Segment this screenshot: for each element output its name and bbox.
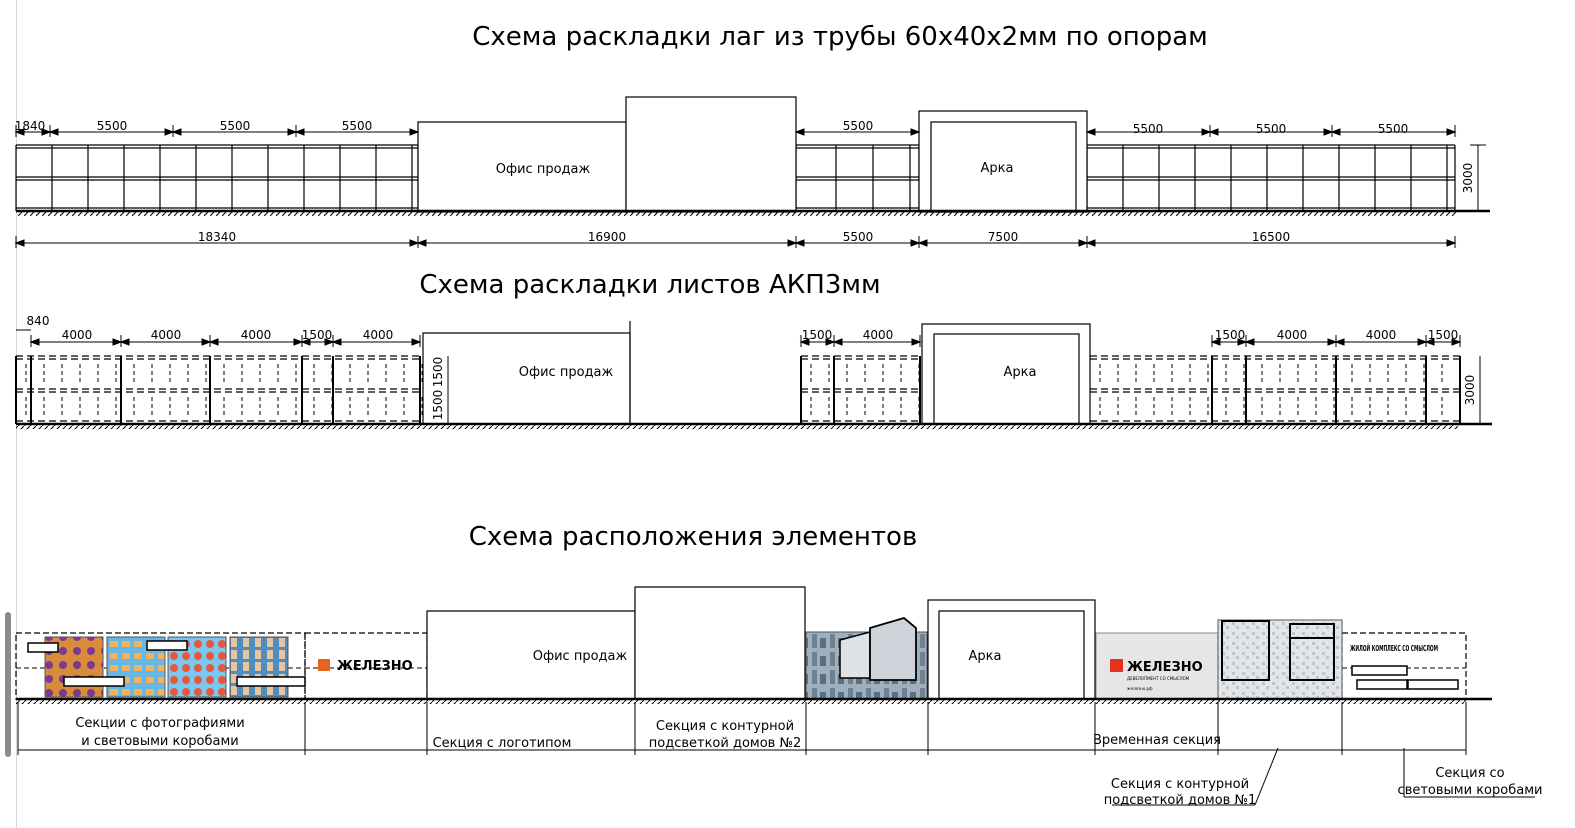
akp-ground-hatch <box>16 425 1458 429</box>
akp-dim-top-1: 4000 <box>61 328 93 342</box>
logo-section-brand: ЖЕЛЕЗНО <box>337 659 413 674</box>
akp-dim-office-upper: 1500 <box>431 356 445 388</box>
lag-dim-bottom-2: 5500 <box>842 230 874 244</box>
akp-dim-top-line-arrow <box>834 339 842 345</box>
lag-dim-bottom-line-arrow <box>1087 240 1095 246</box>
akp-dim-top-5: 4000 <box>362 328 394 342</box>
lag-dim-top-line-arrow <box>410 129 418 135</box>
title-lag: Схема раскладки лаг из трубы 60х40х2мм по опорам <box>472 22 1208 52</box>
lag-dim-top-line-arrow <box>1087 129 1095 135</box>
akp-dim-top-line-arrow <box>121 339 129 345</box>
title-akp: Схема раскладки листов АКП3мм <box>419 270 881 300</box>
lightbox-3 <box>147 641 187 650</box>
akp-dimension-lines <box>16 330 1480 424</box>
label-lightbox-line2: световыми коробами <box>1397 783 1543 798</box>
akp-arch-label: Арка <box>1003 365 1037 380</box>
lag-ground-hatch <box>16 212 1456 216</box>
elements-office-label: Офис продаж <box>532 649 628 664</box>
akp-dim-top-8: 1500 <box>1214 328 1246 342</box>
lag-dim-top-line-arrow <box>50 129 58 135</box>
house-contour-left <box>840 632 870 678</box>
label-contour1-line2: подсветкой домов №1 <box>1103 793 1257 808</box>
akp-dim-top-2: 4000 <box>150 328 182 342</box>
label-temporary-section: Временная секция <box>1092 733 1222 748</box>
akp-dim-top-4: 1500 <box>301 328 333 342</box>
akp-office-label: Офис продаж <box>518 365 614 380</box>
akp-dim-top-line-arrow <box>912 339 920 345</box>
lag-dim-bottom-3: 7500 <box>987 230 1019 244</box>
elements-office-tower <box>635 587 805 699</box>
lag-dim-top-3: 5500 <box>341 119 373 133</box>
lag-dim-bottom-line-arrow <box>16 240 24 246</box>
lag-dim-top-line-arrow <box>296 129 304 135</box>
lag-dim-top-line-arrow <box>1447 129 1455 135</box>
lag-dim-top-0: 1840 <box>14 119 46 133</box>
brand-logo-mark-icon <box>318 659 330 671</box>
akp-fence-mid <box>801 356 922 424</box>
lag-office-tower <box>626 97 796 212</box>
label-contour2-line2: подсветкой домов №2 <box>648 736 802 751</box>
lightbox-1 <box>28 643 58 652</box>
akp-dim-top-6: 1500 <box>801 328 833 342</box>
lag-dim-bottom-4: 16500 <box>1251 230 1291 244</box>
lag-dim-bottom-1: 16900 <box>587 230 627 244</box>
label-contour2-line1: Секция с контурной <box>655 719 795 734</box>
akp-fence-right <box>1090 356 1462 424</box>
akp-dim-top-line-arrow <box>1336 339 1344 345</box>
akp-dim-top-7: 4000 <box>862 328 894 342</box>
akp-dim-top-line-arrow <box>333 339 341 345</box>
lag-office-label: Офис продаж <box>495 162 591 177</box>
lag-dim-top-line-arrow <box>173 129 181 135</box>
title-elements: Схема расположения элементов <box>468 522 918 552</box>
lightbox-6 <box>1357 680 1407 689</box>
elements-ground-hatch <box>16 700 1466 704</box>
lag-dim-height: 3000 <box>1461 162 1475 194</box>
akp-dim-top-line-arrow <box>210 339 218 345</box>
temporary-brand-name: ЖЕЛЕЗНО <box>1127 660 1203 675</box>
leader-contour-1 <box>1255 748 1278 805</box>
label-lightbox-line1: Секция со <box>1435 766 1505 781</box>
lag-fence-left <box>16 145 418 211</box>
lag-dim-top-line-arrow <box>1332 129 1340 135</box>
lightbox-2 <box>64 677 124 686</box>
lightbox-sign-text: ЖИЛОЙ КОМПЛЕКС СО СМЫСЛОМ <box>1350 644 1510 653</box>
akp-dim-top-0: 840 <box>26 314 50 328</box>
lag-dim-top-line-arrow <box>911 129 919 135</box>
lag-dim-bottom-line-arrow <box>418 240 426 246</box>
akp-dim-top-line-arrow <box>1246 339 1254 345</box>
lag-dim-top-line-arrow <box>796 129 804 135</box>
lag-dim-top-1: 5500 <box>96 119 128 133</box>
lag-arch-label: Арка <box>980 161 1014 176</box>
akp-dim-top-line-arrow <box>412 339 420 345</box>
lag-dim-bottom-line-arrow <box>919 240 927 246</box>
lag-dim-bottom-line-arrow <box>796 240 804 246</box>
lag-fence-mid <box>796 145 919 211</box>
lightbox-4 <box>237 677 305 686</box>
label-photos-line2: и световыми коробами <box>81 734 239 749</box>
lag-dim-top-4: 5500 <box>842 119 874 133</box>
elements-arch-inner <box>939 611 1084 699</box>
lag-dim-bottom-0: 18340 <box>197 230 237 244</box>
lightbox-7 <box>1408 680 1458 689</box>
temporary-brand-site: железно.рф <box>1127 686 1153 691</box>
akp-dim-top-10: 4000 <box>1365 328 1397 342</box>
akp-dim-height: 3000 <box>1463 374 1477 406</box>
label-photos-line1: Секции с фотографиями <box>75 716 245 731</box>
lag-fence-right <box>1087 145 1455 211</box>
lag-dim-top-7: 5500 <box>1377 122 1409 136</box>
photo-panel-4 <box>230 637 288 697</box>
akp-dim-office-lower: 1500 <box>431 389 445 421</box>
akp-dim-top-line-arrow <box>31 339 39 345</box>
akp-fence-left <box>16 356 423 424</box>
lag-dim-top-line-arrow <box>1210 129 1218 135</box>
akp-dim-top-3: 4000 <box>240 328 272 342</box>
akp-dim-top-11: 1500 <box>1427 328 1459 342</box>
akp-dim-top-9: 4000 <box>1276 328 1308 342</box>
contour-section-1-photo <box>1218 620 1342 699</box>
lag-dim-bottom-line-arrow <box>1447 240 1455 246</box>
lag-dim-top-5: 5500 <box>1132 122 1164 136</box>
label-logo-section: Секция с логотипом <box>432 736 572 751</box>
temporary-brand-sub: ДЕВЕЛОПМЕНТ СО СМЫСЛОМ <box>1127 676 1190 681</box>
akp-sheet-grids <box>16 356 1462 424</box>
elements-scheme <box>16 587 1535 805</box>
lag-dim-top-2: 5500 <box>219 119 251 133</box>
lag-dim-top-6: 5500 <box>1255 122 1287 136</box>
label-contour1-line1: Секция с контурной <box>1110 777 1250 792</box>
lightbox-5 <box>1352 666 1407 675</box>
house-contour-right <box>870 618 916 680</box>
akp-scheme <box>16 321 1492 429</box>
elements-arch-label: Арка <box>968 649 1002 664</box>
temporary-brand-mark-icon <box>1110 659 1123 672</box>
